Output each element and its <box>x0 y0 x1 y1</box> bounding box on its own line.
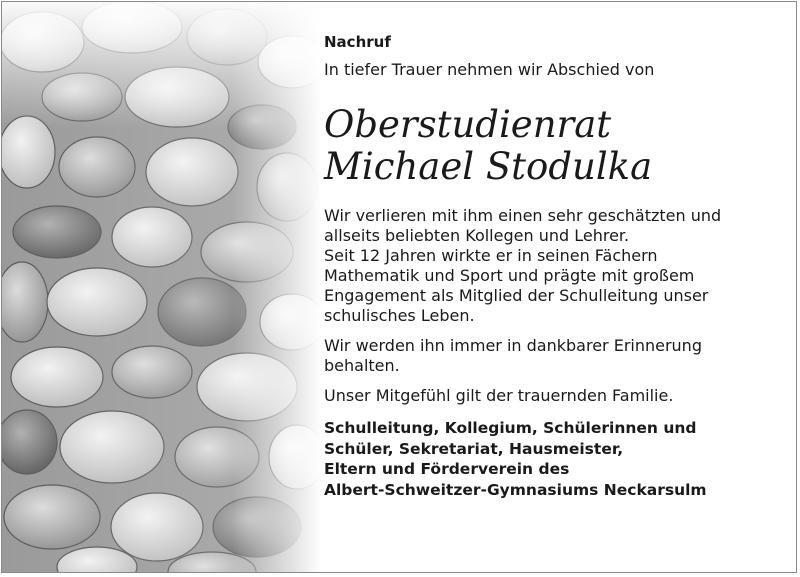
deceased-name <box>324 104 784 188</box>
notice-label: Nachruf <box>324 33 391 51</box>
notice-text <box>324 32 784 500</box>
signature-line: Schulleitung, Kollegium, Schülerinnen und <box>324 419 697 437</box>
condolence-paragraph <box>324 386 784 406</box>
text-line: Seit 12 Jahren wirkte er in seinen Fächern <box>324 246 658 265</box>
signature-line: Eltern und Förderverein des <box>324 460 570 478</box>
text-line: allseits beliebten Kollegen und Lehrer. <box>324 226 630 245</box>
obituary-notice <box>1 1 797 573</box>
text-line: Wir werden ihn immer in dankbarer Erinnerung <box>324 336 702 355</box>
text-line: behalten. <box>324 356 400 375</box>
text-line: Engagement als Mitglied der Schulleitung unser <box>324 286 709 305</box>
name-title: Oberstudienrat <box>324 103 612 146</box>
signature-block <box>324 418 784 500</box>
name-full: Michael Stodulka <box>324 145 653 188</box>
text-line: Unser Mitgefühl gilt der trauernden Familie. <box>324 386 674 405</box>
text-line: schulisches Leben. <box>324 306 475 325</box>
tribute-paragraph <box>324 206 784 326</box>
intro-line: In tiefer Trauer nehmen wir Abschied von <box>324 60 655 79</box>
signature-line: Schüler, Sekretariat, Hausmeister, <box>324 439 624 458</box>
text-line: Mathematik und Sport und prägte mit großem <box>324 266 695 285</box>
text-line: Wir verlieren mit ihm einen sehr geschätzten und <box>324 206 722 225</box>
pebbles-image <box>2 2 322 573</box>
signature-line: Albert-Schweitzer-Gymnasiums Neckarsulm <box>324 480 707 499</box>
remembrance-paragraph <box>324 336 784 376</box>
